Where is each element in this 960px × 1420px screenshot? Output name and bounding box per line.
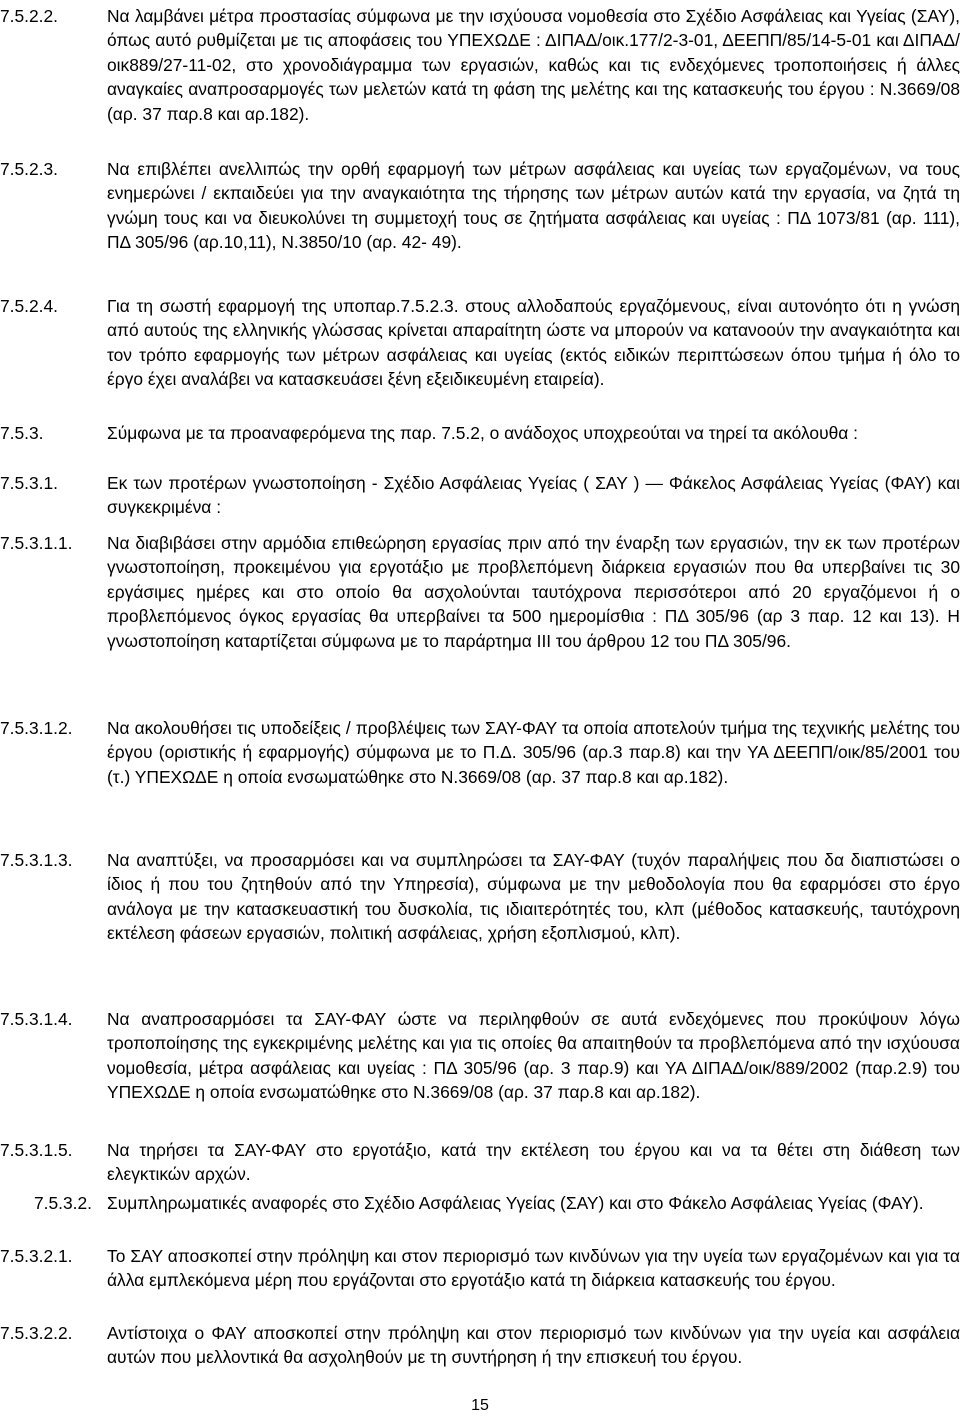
paragraph-text: Να επιβλέπει ανελλιπώς την ορθή εφαρμογή των μέτρων ασφάλειας και υγείας των εργαζομένων, να τους ενημερώνει / εκπαιδεύει για την αναγκαιότητα της τήρησης των μέτρων αυτών κατά την εργασία, να ζητά τη γνώμη τους και να διευκολύνει τη συμμετοχή τους σε ζητήματα ασφάλειας και υγείας : ΠΔ 1073/81 (αρ. 111), ΠΔ 305/96 (αρ.10,11), Ν.3850/10 (αρ. 42- 49). bbox=[107, 159, 960, 253]
paragraph-7-5-3-2-1 bbox=[0, 1244, 960, 1293]
paragraph-text: Να ακολουθήσει τις υποδείξεις / προβλέψεις των ΣΑΥ-ΦΑΥ τα οποία αποτελούν τμήμα της τεχνικής μελέτης του έργου (οριστικής ή εφαρμογής) σύμφωνα με το Π.Δ. 305/96 (αρ.3 παρ.8) και την ΥΑ ΔΕΕΠΠ/οικ/85/2001 του (τ.) ΥΠΕΧΩΔΕ η οποία ενσωματώθηκε στο Ν.3669/08 (αρ. 37 παρ.8 και αρ.182). bbox=[107, 718, 960, 787]
paragraph-text: Να διαβιβάσει στην αρμόδια επιθεώρηση εργασίας πριν από την έναρξη των εργασιών, την εκ των προτέρων γνωστοποίηση, προκειμένου για εργοτάξιο με προβλεπόμενη διάρκεια εργασιών που θα υπερβαίνει τις 30 εργάσιμες ημέρες και στο οποίο θα ασχολούνται ταυτόχρονα περισσότεροι από 20 εργαζόμενοι ή ο προβλεπόμενος όγκος εργασίας θα υπερβαίνει τα 500 ημερομίσθια : ΠΔ 305/96 (αρ 3 παρ. 12 και 13). Η γνωστοποίηση καταρτίζεται σύμφωνα με το παράρτημα ΙΙΙ του άρθρου 12 του ΠΔ 305/96. bbox=[107, 533, 960, 651]
paragraph-number: 7.5.2.4. bbox=[0, 296, 59, 316]
paragraph-7-5-3-1-5 bbox=[0, 1138, 960, 1187]
paragraph-7-5-3-2-2 bbox=[0, 1321, 960, 1370]
paragraph-7-5-3-1-3 bbox=[0, 848, 960, 946]
paragraph-number: 7.5.3.2.2. bbox=[0, 1323, 73, 1343]
paragraph-number: 7.5.3.2.1. bbox=[0, 1246, 73, 1266]
paragraph-number: 7.5.3.1.5. bbox=[0, 1140, 73, 1160]
paragraph-text: Για τη σωστή εφαρμογή της υποπαρ.7.5.2.3. στους αλλοδαπούς εργαζόμενους, είναι αυτονόητο ότι η γνώση από αυτούς της ελληνικής γλώσσας κρίνεται απαραίτητη ώστε να μπορούν να κατανοούν την αναγκαιότητα και τον τρόπο εφαρμογής των μέτρων ασφάλειας και υγείας (εκτός ειδικών περιπτώσεων όπου τμήμα ή όλο το έργο έχει αναλάβει να κατασκευάσει ξένη εξειδικευμένη εταιρεία). bbox=[107, 296, 960, 390]
paragraph-number: 7.5.3.1.2. bbox=[0, 718, 73, 738]
paragraph-number: 7.5.3. bbox=[0, 423, 44, 443]
paragraph-7-5-2-4 bbox=[0, 294, 960, 392]
paragraph-7-5-3-2 bbox=[0, 1191, 960, 1215]
paragraph-7-5-3 bbox=[0, 421, 960, 445]
paragraph-7-5-3-1 bbox=[0, 471, 960, 520]
paragraph-number: 7.5.3.2. bbox=[34, 1193, 93, 1213]
paragraph-7-5-3-1-2 bbox=[0, 716, 960, 789]
paragraph-text: Το ΣΑΥ αποσκοπεί στην πρόληψη και στον περιορισμό των κινδύνων για την υγεία των εργαζομένων και για τα άλλα εμπλεκόμενα μέρη που εργάζονται στο εργοτάξιο κατά τη διάρκεια κατασκευής του έργου. bbox=[107, 1246, 960, 1291]
paragraph-number: 7.5.3.1.3. bbox=[0, 850, 73, 870]
paragraph-number: 7.5.3.1. bbox=[0, 473, 59, 493]
paragraph-7-5-2-2 bbox=[0, 4, 960, 126]
paragraph-text: Να λαμβάνει μέτρα προστασίας σύμφωνα με την ισχύουσα νομοθεσία στο Σχέδιο Ασφάλειας και Υγείας (ΣΑΥ), όπως αυτό ρυθμίζεται με τις αποφάσεις του ΥΠΕΧΩΔΕ : ΔΙΠΑΔ/οικ.177/2-3-01, ΔΕΕΠΠ/85/14-5-01 και ΔΙΠΑΔ/οικ889/27-11-02, στο χρονοδιάγραμμα των εργασιών, καθώς και τις ενδεχόμενες τροποποιήσεις ή άλλες αναγκαίες αναπροσαρμογές των μελετών κατά τη φάση της μελέτης και της κατασκευής του έργου : Ν.3669/08 (αρ. 37 παρ.8 και αρ.182). bbox=[107, 6, 960, 124]
paragraph-number: 7.5.3.1.4. bbox=[0, 1009, 73, 1029]
paragraph-text: Να τηρήσει τα ΣΑΥ-ΦΑΥ στο εργοτάξιο, κατά την εκτέλεση του έργου και να τα θέτει στη διάθεση των ελεγκτικών αρχών. bbox=[107, 1140, 960, 1185]
paragraph-number: 7.5.2.2. bbox=[0, 6, 59, 26]
paragraph-7-5-3-1-4 bbox=[0, 1007, 960, 1105]
paragraph-text: Να αναπροσαρμόσει τα ΣΑΥ-ΦΑΥ ώστε να περιληφθούν σε αυτά ενδεχόμενες που προκύψουν λόγω τροποποίησης της εγκεκριμένης μελέτης και για τις οποίες θα απαιτηθούν τα προβλεπόμενα από την ισχύουσα νομοθεσία, μέτρα ασφάλειας και υγείας : ΠΔ 305/96 (αρ. 3 παρ.9) και ΥΑ ΔΙΠΑΔ/οικ/889/2002 (παρ.2.9) του ΥΠΕΧΩΔΕ η οποία ενσωματώθηκε στο Ν.3669/08 (αρ. 37 παρ.8 και αρ.182). bbox=[107, 1009, 960, 1103]
page-number: 15 bbox=[471, 1397, 489, 1414]
paragraph-text: Να αναπτύξει, να προσαρμόσει και να συμπληρώσει τα ΣΑΥ-ΦΑΥ (τυχόν παραλήψεις που δα διαπιστώσει ο ίδιος ή που του ζητηθούν από την Υπηρεσία), σύμφωνα με την μεθοδολογία που θα εφαρμόσει στο έργο ανάλογα με την κατασκευαστική του δυσκολία, τις ιδιαιτερότητές του, κλπ (μέθοδος κατασκευής, ταυτόχρονη εκτέλεση φάσεων εργασιών, πολιτική ασφάλειας, χρήση εξοπλισμού, κλπ). bbox=[107, 850, 960, 944]
paragraph-text: Αντίστοιχα ο ΦΑΥ αποσκοπεί στην πρόληψη και στον περιορισμό των κινδύνων για την υγεία και ασφάλεια αυτών που μελλοντικά θα ασχοληθούν με τη συντήρηση ή την επισκευή του έργου. bbox=[107, 1323, 960, 1368]
paragraph-7-5-3-1-1 bbox=[0, 531, 960, 653]
paragraph-7-5-2-3 bbox=[0, 157, 960, 255]
paragraph-number: 7.5.3.1.1. bbox=[0, 533, 73, 553]
paragraph-text: Συμπληρωματικές αναφορές στο Σχέδιο Ασφάλειας Υγείας (ΣΑΥ) και στο Φάκελο Ασφάλειας Υγείας (ΦΑΥ). bbox=[107, 1193, 924, 1213]
paragraph-text: Εκ των προτέρων γνωστοποίηση - Σχέδιο Ασφάλειας Υγείας ( ΣΑΥ ) ― Φάκελος Ασφάλειας Υγείας (ΦΑΥ) και συγκεκριμένα : bbox=[107, 473, 960, 518]
paragraph-text: Σύμφωνα με τα προαναφερόμενα της παρ. 7.5.2, ο ανάδοχος υποχρεούται να τηρεί τα ακόλουθα : bbox=[107, 423, 858, 443]
paragraph-number: 7.5.2.3. bbox=[0, 159, 59, 179]
